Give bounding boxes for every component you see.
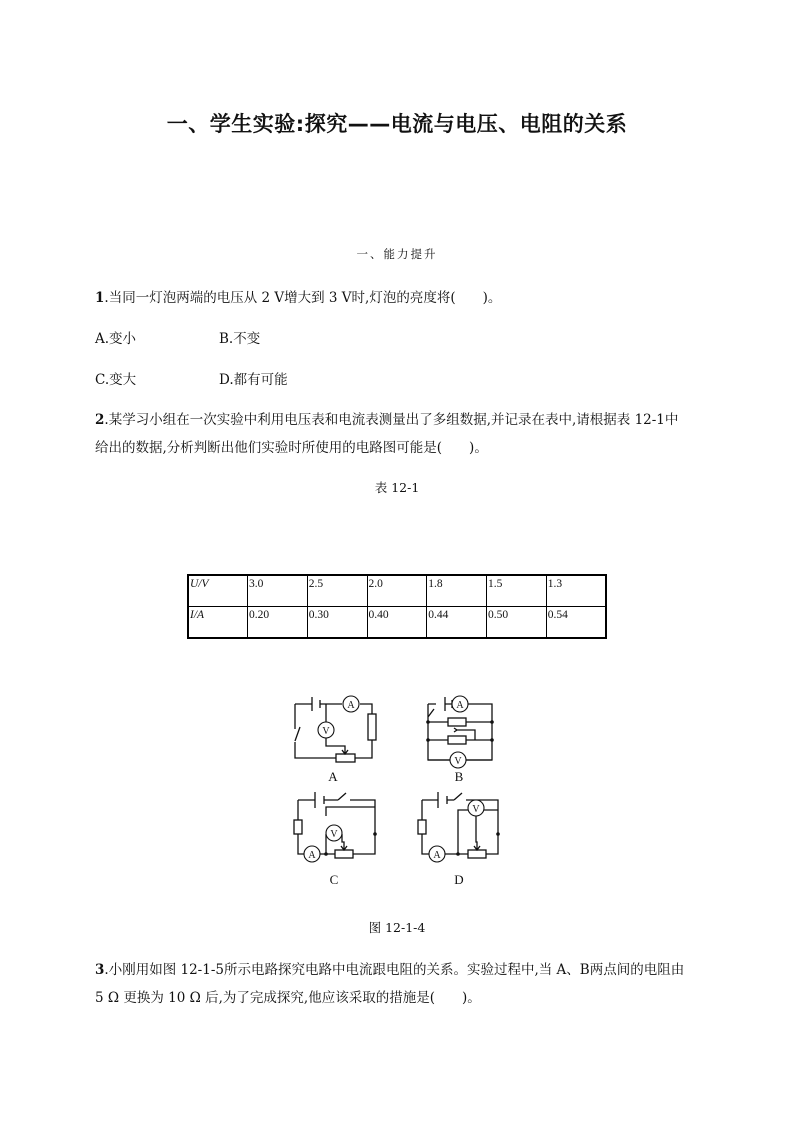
- table-cell: 1.5: [487, 575, 547, 607]
- question-text-line2: 给出的数据,分析判断出他们实验时所使用的电路图可能是( )。: [95, 440, 488, 456]
- table-cell: 1.3: [546, 575, 606, 607]
- question-number: 1: [95, 290, 105, 306]
- table-row-current: [188, 607, 606, 639]
- table-cell: 3.0: [248, 575, 308, 607]
- row-label: U/V: [188, 575, 248, 607]
- question-3: [95, 958, 684, 978]
- option-a: A.变小: [95, 331, 137, 347]
- resistor-icon: [294, 820, 302, 834]
- question-1: [95, 286, 501, 306]
- table-cell: 2.5: [307, 575, 367, 607]
- circuit-d: [418, 792, 500, 887]
- table-cell: 0.50: [487, 607, 547, 639]
- circuit-label-b: B: [454, 769, 464, 784]
- row-label: I/A: [188, 607, 248, 639]
- table-caption: 表 12-1: [374, 480, 420, 495]
- circuit-label-a: A: [328, 769, 338, 784]
- svg-text:V: V: [472, 804, 480, 815]
- circuit-c: [294, 792, 377, 887]
- question-text-line2: 5 Ω 更换为 10 Ω 后,为了完成探究,他应该采取的措施是( )。: [95, 990, 481, 1006]
- option-b: B.不变: [219, 331, 261, 347]
- question-2: [95, 408, 678, 428]
- svg-text:A: A: [456, 700, 464, 711]
- circuit-a: [295, 696, 376, 784]
- question-text-line1: .小刚用如图 12-1-5所示电路探究电路中电流跟电阻的关系。实验过程中,当 A、B两点间的电阻由: [104, 962, 685, 978]
- svg-text:A: A: [347, 700, 355, 711]
- rheostat-icon: [468, 850, 486, 858]
- resistor-icon: [418, 820, 426, 834]
- table-cell: 0.54: [546, 607, 606, 639]
- question-text: .当同一灯泡两端的电压从 2 V增大到 3 V时,灯泡的亮度将( )。: [104, 290, 502, 306]
- resistor-icon: [448, 718, 466, 726]
- option-c: C.变大: [95, 372, 137, 388]
- table-row-voltage: [188, 575, 606, 607]
- svg-text:A: A: [308, 850, 316, 861]
- table-cell: 0.20: [248, 607, 308, 639]
- question-number: 2: [95, 412, 105, 428]
- svg-text:V: V: [330, 829, 338, 840]
- rheostat-icon: [448, 736, 466, 744]
- section-heading: 一、能力提升: [356, 247, 438, 261]
- table-cell: 0.44: [427, 607, 487, 639]
- svg-text:V: V: [322, 726, 330, 737]
- svg-text:V: V: [454, 756, 462, 767]
- option-d: D.都有可能: [219, 372, 288, 388]
- circuit-label-d: D: [454, 872, 464, 887]
- page-title: 一、学生实验:探究——电流与电压、电阻的关系: [166, 112, 628, 136]
- resistor-icon: [368, 714, 376, 740]
- data-table: [187, 574, 607, 639]
- svg-text:A: A: [433, 850, 441, 861]
- rheostat-icon: [336, 754, 355, 762]
- table-cell: 0.30: [307, 607, 367, 639]
- table-cell: 2.0: [367, 575, 427, 607]
- question-text-line1: .某学习小组在一次实验中利用电压表和电流表测量出了多组数据,并记录在表中,请根据表 12-1中: [104, 412, 679, 428]
- circuit-b: [426, 696, 494, 784]
- circuit-diagrams-figure: [280, 682, 520, 892]
- table-cell: 0.40: [367, 607, 427, 639]
- circuit-label-c: C: [329, 872, 339, 887]
- table-cell: 1.8: [427, 575, 487, 607]
- rheostat-icon: [335, 850, 353, 858]
- figure-caption: 图 12-1-4: [368, 920, 426, 935]
- question-number: 3: [95, 962, 105, 978]
